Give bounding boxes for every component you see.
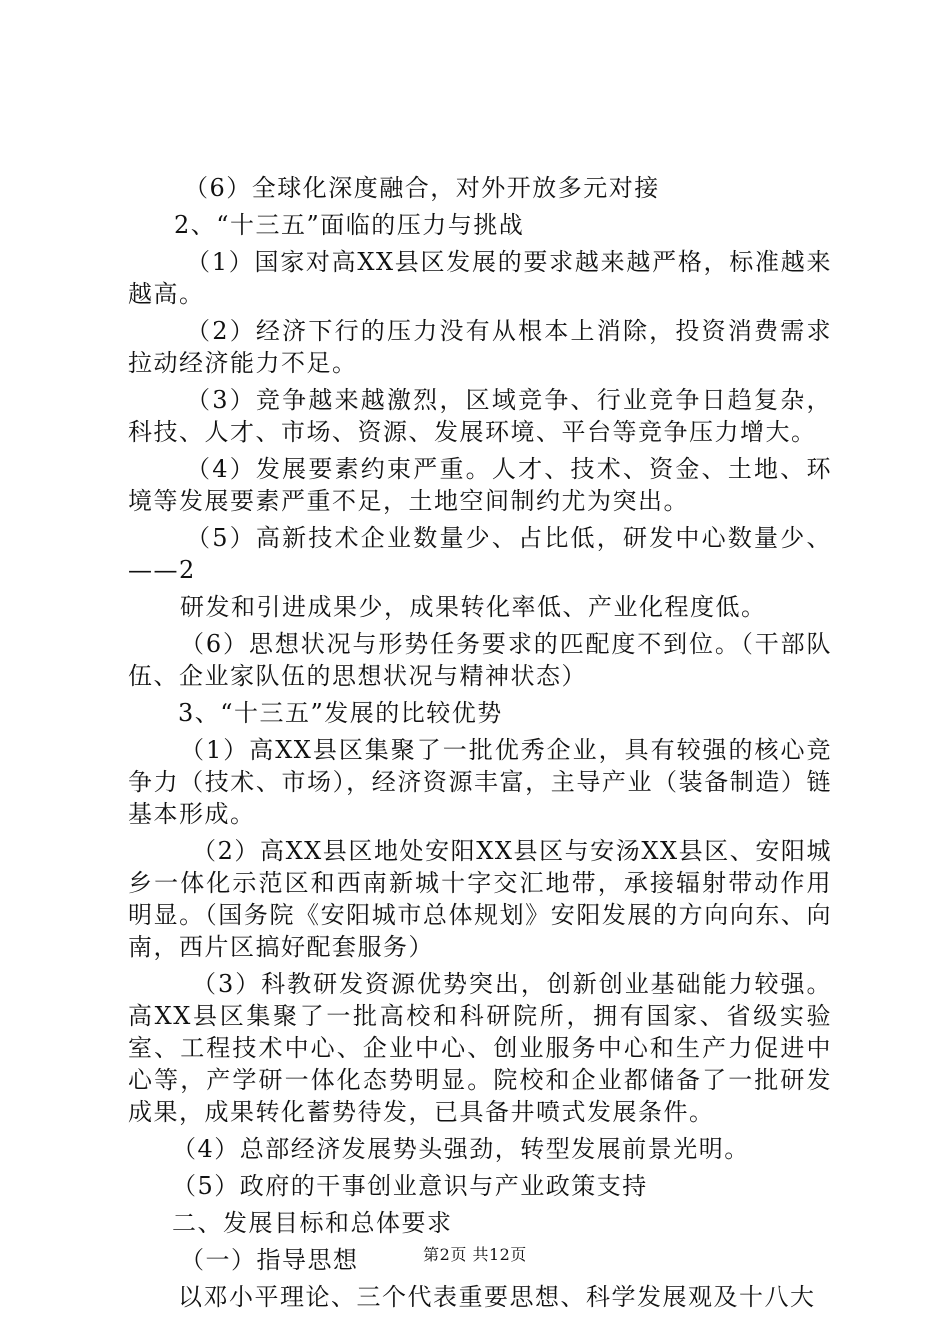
paragraph: （4）总部经济发展势头强劲，转型发展前景光明。: [172, 1135, 750, 1163]
page-number-footer: 第2页 共12页: [423, 1245, 527, 1264]
subsection-heading: （一）指导思想: [180, 1246, 359, 1274]
paragraph: （2）高XX县区地处安阳XX县区与安汤XX县区、安阳城乡一体化示范区和西南新城十字交汇地带，承接辐射带动作用明显。（国务院《安阳城市总体规划》安阳发展的方向向东、向南，西片区搞好配套服务）: [128, 837, 832, 961]
paragraph: 以邓小平理论、三个代表重要思想、科学发展观及十八大: [178, 1283, 816, 1311]
section-heading: 2、“十三五”面临的压力与挑战: [174, 211, 525, 239]
paragraph: （4）发展要素约束严重。人才、技术、资金、土地、环境等发展要素严重不足，土地空间制约尤为突出。: [128, 455, 832, 515]
paragraph: （5）高新技术企业数量少、占比低，研发中心数量少、——2: [128, 524, 832, 584]
paragraph: （5）政府的干事创业意识与产业政策支持: [172, 1172, 648, 1200]
document-body: [128, 172, 832, 1313]
paragraph: （2）经济下行的压力没有从根本上消除，投资消费需求拉动经济能力不足。: [128, 317, 832, 377]
section-heading: 二、发展目标和总体要求: [172, 1209, 453, 1237]
paragraph: （6）全球化深度融合，对外开放多元对接: [184, 174, 660, 202]
paragraph: （1）高XX县区集聚了一批优秀企业，具有较强的核心竞争力（技术、市场），经济资源丰富，主导产业（装备制造）链基本形成。: [128, 736, 832, 828]
paragraph: 研发和引进成果少，成果转化率低、产业化程度低。: [180, 593, 767, 621]
section-heading: 3、“十三五”发展的比较优势: [178, 699, 503, 727]
paragraph: （3）科教研发资源优势突出，创新创业基础能力较强。高XX县区集聚了一批高校和科研院所，拥有国家、省级实验室、工程技术中心、企业中心、创业服务中心和生产力促进中心等，产学研一体化态势明显。院校和企业都储备了一批研发成果，成果转化蓄势待发，已具备井喷式发展条件。: [128, 970, 832, 1126]
paragraph: （1）国家对高XX县区发展的要求越来越严格，标准越来越高。: [128, 248, 832, 308]
paragraph: （3）竞争越来越激烈，区域竞争、行业竞争日趋复杂，科技、人才、市场、资源、发展环境、平台等竞争压力增大。: [128, 386, 832, 446]
paragraph: （6）思想状况与形势任务要求的匹配度不到位。（干部队伍、企业家队伍的思想状况与精神状态）: [128, 630, 832, 690]
